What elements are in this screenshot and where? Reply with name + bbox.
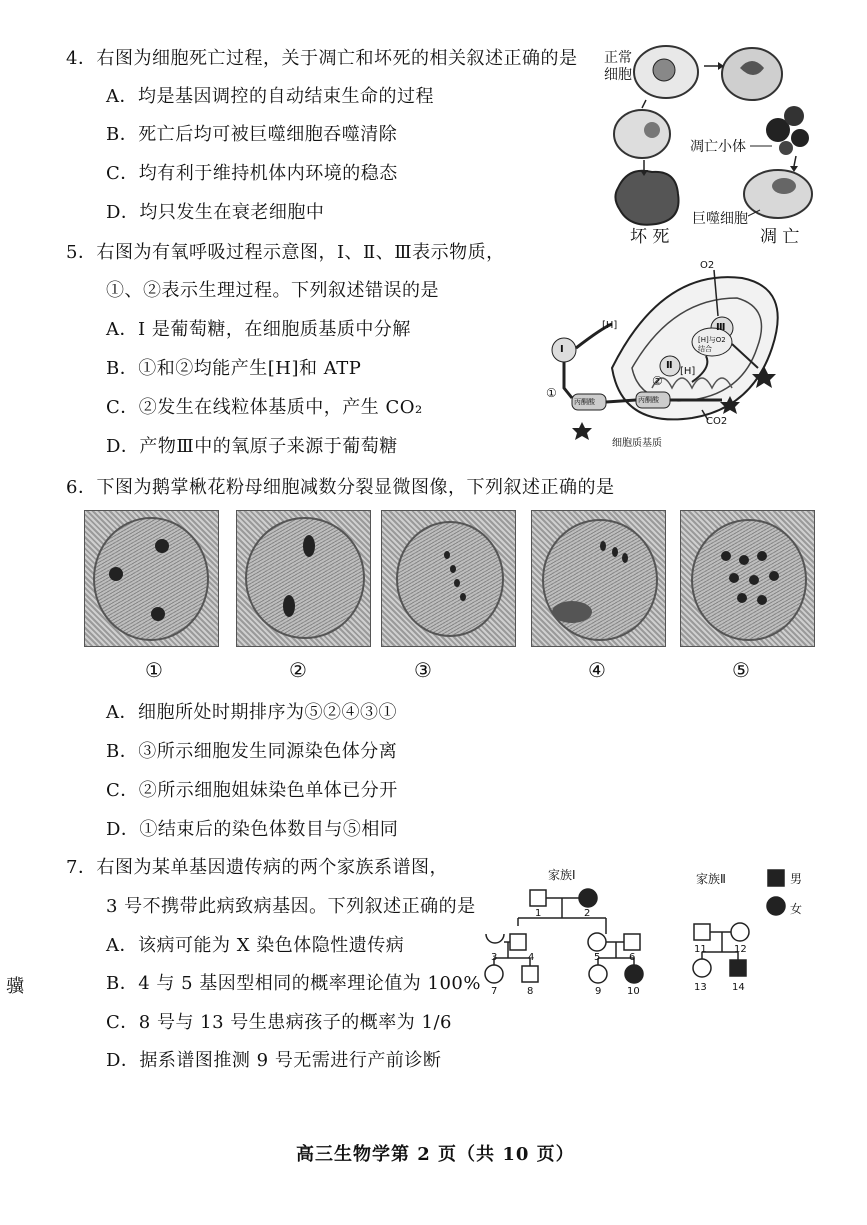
id-13: 13 (694, 982, 707, 993)
id-2: 2 (584, 908, 591, 919)
micrograph-1 (84, 510, 219, 647)
legend-male: 男 (790, 872, 803, 886)
label-h-top: [H] (602, 320, 618, 331)
q4-option-b: B．死亡后均可被巨噬细胞吞噬清除 (106, 124, 398, 145)
q7-option-b: B．4 与 5 基因型相同的概率理论值为 100% (106, 973, 481, 994)
label-family-2: 家族Ⅱ (696, 872, 726, 886)
id-8: 8 (527, 986, 534, 997)
q4-option-d: D．均只发生在衰老细胞中 (106, 202, 325, 223)
label-roman-3: Ⅲ (716, 322, 726, 333)
id-11: 11 (694, 944, 707, 955)
q6-option-d: D．①结束后的染色体数目与⑤相同 (106, 819, 399, 840)
mitochondrion-diagram (542, 258, 804, 454)
respiration-figure (542, 258, 804, 454)
id-4: 4 (528, 952, 535, 963)
micrograph-label-5: ⑤ (732, 658, 750, 682)
micrograph-4 (531, 510, 666, 647)
id-12: 12 (734, 944, 747, 955)
label-cytoplasm: 细胞质基质 (612, 438, 662, 449)
label-macrophage: 巨噬细胞 (692, 211, 748, 227)
q7-stem-line2: 3 号不携带此病致病基因。下列叙述正确的是 (106, 896, 476, 917)
q7-option-a: A．该病可能为 X 染色体隐性遗传病 (106, 935, 405, 956)
label-apoptotic-body: 凋亡小体 (690, 139, 746, 155)
q5-option-c: C．②发生在线粒体基质中，产生 CO₂ (106, 397, 423, 418)
q5-option-b: B．①和②均能产生[H]和 ATP (106, 358, 362, 379)
micrograph-label-2: ② (289, 658, 307, 682)
label-roman-2: Ⅱ (666, 360, 673, 371)
label-o2: O2 (700, 260, 715, 271)
id-10: 10 (627, 986, 640, 997)
q4-option-c: C．均有利于维持机体内环境的稳态 (106, 163, 398, 184)
q5-stem-line1: 5．右图为有氧呼吸过程示意图，Ⅰ、Ⅱ、Ⅲ表示物质， (66, 242, 505, 263)
label-roman-1: Ⅰ (560, 344, 564, 355)
label-step-1: ① (546, 386, 557, 400)
margin-character: 骥 (6, 976, 24, 997)
label-normal-cell: 正常细胞 (604, 50, 632, 83)
micrograph-2 (236, 510, 371, 647)
id-3: 3 (491, 952, 498, 963)
q5-option-a: A．Ⅰ 是葡萄糖，在细胞质基质中分解 (106, 319, 411, 340)
label-step-2: ② (652, 374, 663, 388)
micrograph-3 (381, 510, 516, 647)
page-footer: 高三生物学第 2 页（共 10 页） (296, 1144, 575, 1165)
id-7: 7 (491, 986, 498, 997)
label-co2: CO2 (706, 416, 728, 427)
label-pyruvate-1: 丙酮酸 (574, 398, 595, 406)
pedigree-figure (478, 862, 867, 1014)
label-h-inner: [H] (680, 366, 696, 377)
q6-option-b: B．③所示细胞发生同源染色体分离 (106, 741, 398, 762)
label-pyruvate-2: 丙酮酸 (638, 396, 659, 404)
q5-stem-line2: ①、②表示生理过程。下列叙述错误的是 (106, 280, 439, 301)
id-14: 14 (732, 982, 745, 993)
q6-option-c: C．②所示细胞姐妹染色单体已分开 (106, 780, 398, 801)
label-family-1: 家族Ⅰ (548, 868, 576, 882)
legend-female: 女 (790, 902, 803, 916)
q6-stem: 6．下图为鹅掌楸花粉母细胞减数分裂显微图像，下列叙述正确的是 (66, 477, 615, 498)
micrograph-5 (680, 510, 815, 647)
id-6: 6 (629, 952, 636, 963)
label-apoptosis: 凋 亡 (760, 227, 800, 247)
id-9: 9 (595, 986, 602, 997)
q7-option-c: C．8 号与 13 号生患病孩子的概率为 1/6 (106, 1012, 452, 1033)
q4-stem: 4．右图为细胞死亡过程，关于凋亡和坏死的相关叙述正确的是 (66, 48, 578, 69)
q4-option-a: A．均是基因调控的自动结束生命的过程 (106, 86, 434, 107)
label-necrosis: 坏 死 (630, 227, 670, 247)
q5-option-d: D．产物Ⅲ中的氧原子来源于葡萄糖 (106, 436, 398, 457)
micrograph-label-4: ④ (588, 658, 606, 682)
cell-death-figure (600, 38, 862, 247)
q6-option-a: A．细胞所处时期排序为⑤②④③① (106, 702, 397, 723)
q7-stem-line1: 7．右图为某单基因遗传病的两个家族系谱图， (66, 857, 448, 878)
pedigree-diagram (478, 862, 867, 1014)
id-5: 5 (594, 952, 601, 963)
micrograph-label-1: ① (145, 658, 163, 682)
micrograph-label-3: ③ (414, 658, 432, 682)
q7-option-d: D．据系谱图推测 9 号无需进行产前诊断 (106, 1050, 442, 1071)
id-1: 1 (535, 908, 542, 919)
label-combine: [H]与O2结合 (698, 336, 726, 353)
